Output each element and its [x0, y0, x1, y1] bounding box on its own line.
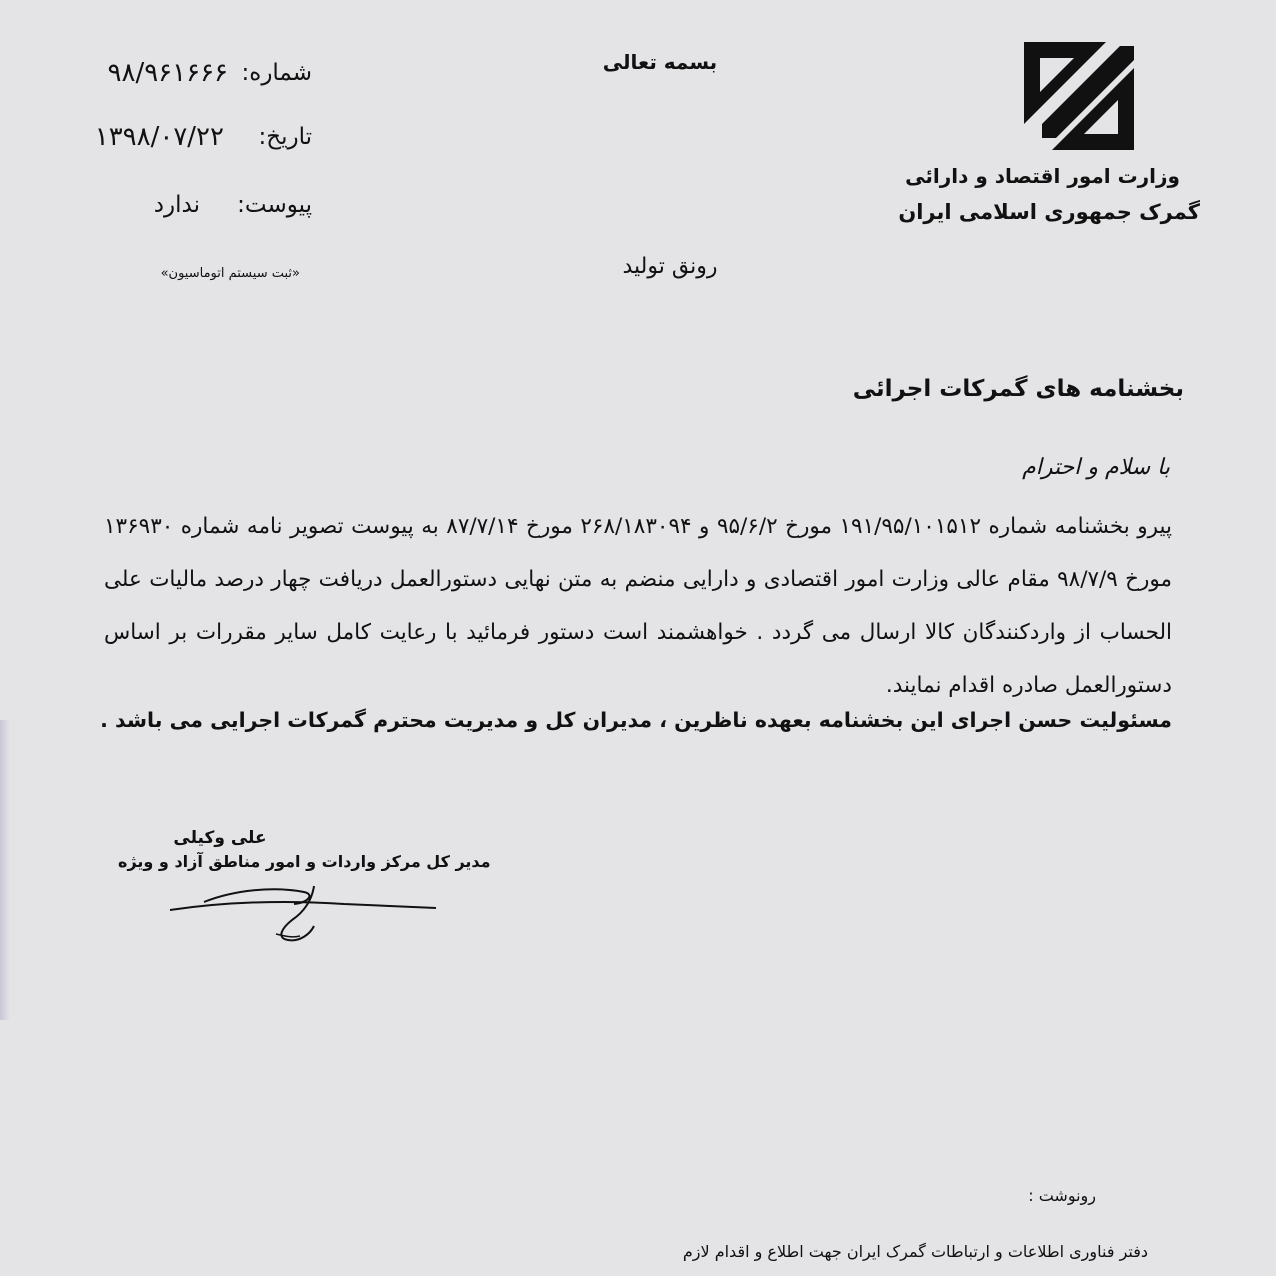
attachment-label: پیوست:: [237, 192, 312, 218]
circular-title: بخشنامه های گمرکات اجرائی: [852, 376, 1184, 402]
date-value: ۱۳۹۸/۰۷/۲۲: [94, 122, 224, 152]
number-label: شماره:: [241, 60, 312, 86]
signer-name: علی وکیلی: [173, 828, 267, 848]
responsibility-note: مسئولیت حسن اجرای این بخشنامه بعهده ناظرین ، مدیران کل و مدیریت محترم گمرکات اجرایی می باشد .: [100, 708, 1172, 732]
attachment-value: ندارد: [153, 192, 200, 218]
customs-emblem-icon: [1020, 38, 1138, 154]
greeting: با سلام و احترام: [1022, 455, 1170, 480]
date-label: تاریخ:: [258, 124, 312, 150]
cc-item: دفتر فناوری اطلاعات و ارتباطات گمرک ایران جهت اطلاع و اقدام لازم: [682, 1242, 1148, 1261]
number-value: ۹۸/۹۶۱۶۶۶: [107, 58, 228, 88]
registration-stamp: «ثبت سیستم اتوماسیون»: [160, 266, 300, 281]
basmala: بسمه تعالی: [602, 50, 718, 74]
handwritten-signature: [164, 880, 444, 950]
letter-body: پیرو بخشنامه شماره ۱۹۱/۹۵/۱۰۱۵۱۲ مورخ ۹۵/۶/۲ و ۲۶۸/۱۸۳۰۹۴ مورخ ۸۷/۷/۱۴ به پیوست تصویر نامه شماره ۱۳۶۹۳۰ مورخ ۹۸/۷/۹ مقام عالی وزارت امور اقتصادی و دارایی منضم به متن نهایی دستورالعمل دریافت چهار درصد مالیات علی الحساب از واردکنندگان کالا ارسال می گردد . خواهشمند است دستور فرمائید با رعایت کامل سایر مقررات بر اساس دستورالعمل صادره اقدام نمایند.: [104, 514, 1173, 698]
cc-label: رونوشت :: [1028, 1186, 1096, 1205]
slogan: رونق تولید: [622, 254, 718, 279]
signer-title: مدیر کل مرکز واردات و امور مناطق آزاد و ویژه: [118, 852, 491, 871]
ministry-name: وزارت امور اقتصاد و دارائی: [905, 164, 1180, 188]
scan-edge: [0, 720, 10, 1020]
organization-name: گمرک جمهوری اسلامی ایران: [898, 200, 1200, 224]
